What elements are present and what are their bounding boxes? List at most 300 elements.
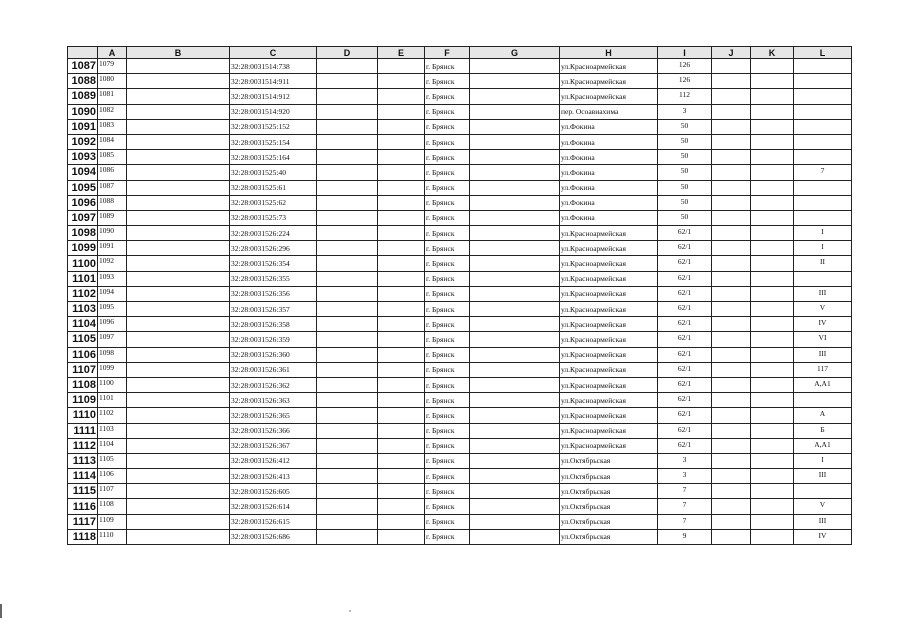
cell-a[interactable]: 1079 <box>98 59 127 74</box>
cell-e[interactable] <box>378 332 425 347</box>
cell-b[interactable] <box>127 74 230 89</box>
cell-a[interactable]: 1091 <box>98 241 127 256</box>
cell-f[interactable]: г. Брянск <box>425 134 470 149</box>
row-number[interactable]: 1101 <box>68 271 98 286</box>
cell-i[interactable]: 50 <box>658 180 712 195</box>
row-number[interactable]: 1107 <box>68 362 98 377</box>
cell-l[interactable]: IV <box>794 529 852 544</box>
cell-k[interactable] <box>751 195 794 210</box>
row-number[interactable]: 1089 <box>68 89 98 104</box>
cell-i[interactable]: 62/1 <box>658 226 712 241</box>
cell-h[interactable]: ул.Красноармейская <box>560 271 658 286</box>
cell-j[interactable] <box>712 377 751 392</box>
cell-l[interactable]: А,А1 <box>794 438 852 453</box>
cell-d[interactable] <box>317 226 378 241</box>
cell-k[interactable] <box>751 180 794 195</box>
cell-f[interactable]: г. Брянск <box>425 180 470 195</box>
cell-h[interactable]: пер. Осоавиахима <box>560 104 658 119</box>
cell-d[interactable] <box>317 514 378 529</box>
cell-c[interactable]: 32:28:0031525:61 <box>230 180 317 195</box>
cell-k[interactable] <box>751 89 794 104</box>
cell-e[interactable] <box>378 286 425 301</box>
cell-l[interactable]: 7 <box>794 165 852 180</box>
column-header[interactable]: I <box>658 47 712 59</box>
cell-d[interactable] <box>317 362 378 377</box>
cell-d[interactable] <box>317 438 378 453</box>
cell-l[interactable]: V <box>794 302 852 317</box>
column-header[interactable]: B <box>127 47 230 59</box>
cell-h[interactable]: ул.Фокина <box>560 165 658 180</box>
cell-d[interactable] <box>317 165 378 180</box>
cell-l[interactable] <box>794 59 852 74</box>
cell-e[interactable] <box>378 89 425 104</box>
cell-g[interactable] <box>470 165 560 180</box>
cell-i[interactable]: 50 <box>658 134 712 149</box>
cell-j[interactable] <box>712 408 751 423</box>
row-number[interactable]: 1093 <box>68 150 98 165</box>
cell-g[interactable] <box>470 210 560 225</box>
cell-b[interactable] <box>127 286 230 301</box>
cell-d[interactable] <box>317 150 378 165</box>
cell-a[interactable]: 1103 <box>98 423 127 438</box>
cell-l[interactable]: I <box>794 226 852 241</box>
cell-l[interactable] <box>794 393 852 408</box>
cell-e[interactable] <box>378 256 425 271</box>
cell-d[interactable] <box>317 377 378 392</box>
cell-b[interactable] <box>127 180 230 195</box>
cell-d[interactable] <box>317 347 378 362</box>
cell-a[interactable]: 1099 <box>98 362 127 377</box>
cell-b[interactable] <box>127 453 230 468</box>
cell-h[interactable]: ул.Красноармейская <box>560 362 658 377</box>
row-number[interactable]: 1090 <box>68 104 98 119</box>
cell-k[interactable] <box>751 256 794 271</box>
cell-c[interactable]: 32:28:0031526:366 <box>230 423 317 438</box>
cell-a[interactable]: 1093 <box>98 271 127 286</box>
cell-k[interactable] <box>751 362 794 377</box>
row-number[interactable]: 1100 <box>68 256 98 271</box>
cell-f[interactable]: г. Брянск <box>425 119 470 134</box>
cell-l[interactable]: Б <box>794 423 852 438</box>
cell-c[interactable]: 32:28:0031526:356 <box>230 286 317 301</box>
cell-l[interactable]: А <box>794 408 852 423</box>
cell-e[interactable] <box>378 210 425 225</box>
cell-e[interactable] <box>378 499 425 514</box>
cell-i[interactable]: 62/1 <box>658 423 712 438</box>
cell-j[interactable] <box>712 453 751 468</box>
cell-d[interactable] <box>317 469 378 484</box>
cell-a[interactable]: 1109 <box>98 514 127 529</box>
column-header[interactable]: J <box>712 47 751 59</box>
cell-d[interactable] <box>317 74 378 89</box>
cell-d[interactable] <box>317 195 378 210</box>
row-number[interactable]: 1112 <box>68 438 98 453</box>
cell-i[interactable]: 3 <box>658 104 712 119</box>
cell-a[interactable]: 1107 <box>98 484 127 499</box>
cell-i[interactable]: 62/1 <box>658 362 712 377</box>
cell-i[interactable]: 3 <box>658 469 712 484</box>
cell-g[interactable] <box>470 256 560 271</box>
cell-c[interactable]: 32:28:0031514:920 <box>230 104 317 119</box>
cell-f[interactable]: г. Брянск <box>425 317 470 332</box>
cell-c[interactable]: 32:28:0031526:365 <box>230 408 317 423</box>
cell-k[interactable] <box>751 393 794 408</box>
cell-h[interactable]: ул.Красноармейская <box>560 317 658 332</box>
cell-k[interactable] <box>751 423 794 438</box>
cell-e[interactable] <box>378 74 425 89</box>
cell-c[interactable]: 32:28:0031526:614 <box>230 499 317 514</box>
cell-e[interactable] <box>378 226 425 241</box>
cell-f[interactable]: г. Брянск <box>425 438 470 453</box>
cell-e[interactable] <box>378 377 425 392</box>
row-number[interactable]: 1105 <box>68 332 98 347</box>
cell-k[interactable] <box>751 514 794 529</box>
cell-j[interactable] <box>712 195 751 210</box>
cell-e[interactable] <box>378 393 425 408</box>
cell-f[interactable]: г. Брянск <box>425 514 470 529</box>
cell-h[interactable]: ул.Красноармейская <box>560 377 658 392</box>
cell-e[interactable] <box>378 514 425 529</box>
cell-g[interactable] <box>470 514 560 529</box>
row-number[interactable]: 1111 <box>68 423 98 438</box>
row-number[interactable]: 1113 <box>68 453 98 468</box>
cell-f[interactable]: г. Брянск <box>425 484 470 499</box>
cell-l[interactable]: IV <box>794 317 852 332</box>
cell-i[interactable]: 126 <box>658 74 712 89</box>
cell-g[interactable] <box>470 59 560 74</box>
cell-i[interactable]: 62/1 <box>658 286 712 301</box>
cell-c[interactable]: 32:28:0031514:738 <box>230 59 317 74</box>
corner-cell[interactable] <box>68 47 98 59</box>
cell-c[interactable]: 32:28:0031526:363 <box>230 393 317 408</box>
cell-j[interactable] <box>712 134 751 149</box>
cell-d[interactable] <box>317 393 378 408</box>
cell-h[interactable]: ул.Октябрьская <box>560 529 658 544</box>
cell-j[interactable] <box>712 347 751 362</box>
cell-i[interactable]: 7 <box>658 484 712 499</box>
cell-a[interactable]: 1090 <box>98 226 127 241</box>
cell-i[interactable]: 62/1 <box>658 377 712 392</box>
cell-c[interactable]: 32:28:0031525:154 <box>230 134 317 149</box>
cell-c[interactable]: 32:28:0031525:152 <box>230 119 317 134</box>
cell-f[interactable]: г. Брянск <box>425 469 470 484</box>
column-header[interactable]: L <box>794 47 852 59</box>
cell-j[interactable] <box>712 256 751 271</box>
cell-l[interactable]: VI <box>794 332 852 347</box>
cell-e[interactable] <box>378 104 425 119</box>
cell-b[interactable] <box>127 134 230 149</box>
cell-l[interactable]: I <box>794 453 852 468</box>
cell-l[interactable]: III <box>794 286 852 301</box>
cell-h[interactable]: ул.Фокина <box>560 134 658 149</box>
cell-f[interactable]: г. Брянск <box>425 165 470 180</box>
cell-f[interactable]: г. Брянск <box>425 377 470 392</box>
cell-k[interactable] <box>751 302 794 317</box>
cell-e[interactable] <box>378 241 425 256</box>
cell-h[interactable]: ул.Красноармейская <box>560 332 658 347</box>
cell-h[interactable]: ул.Красноармейская <box>560 438 658 453</box>
cell-l[interactable] <box>794 104 852 119</box>
cell-a[interactable]: 1080 <box>98 74 127 89</box>
row-number[interactable]: 1094 <box>68 165 98 180</box>
cell-f[interactable]: г. Брянск <box>425 393 470 408</box>
cell-j[interactable] <box>712 271 751 286</box>
cell-d[interactable] <box>317 134 378 149</box>
cell-a[interactable]: 1108 <box>98 499 127 514</box>
cell-k[interactable] <box>751 210 794 225</box>
cell-c[interactable]: 32:28:0031526:358 <box>230 317 317 332</box>
cell-a[interactable]: 1100 <box>98 377 127 392</box>
cell-l[interactable]: А,А1 <box>794 377 852 392</box>
cell-f[interactable]: г. Брянск <box>425 210 470 225</box>
cell-h[interactable]: ул.Красноармейская <box>560 241 658 256</box>
cell-d[interactable] <box>317 89 378 104</box>
cell-b[interactable] <box>127 332 230 347</box>
cell-a[interactable]: 1096 <box>98 317 127 332</box>
cell-h[interactable]: ул.Красноармейская <box>560 423 658 438</box>
cell-a[interactable]: 1094 <box>98 286 127 301</box>
cell-i[interactable]: 62/1 <box>658 438 712 453</box>
cell-c[interactable]: 32:28:0031526:413 <box>230 469 317 484</box>
cell-a[interactable]: 1092 <box>98 256 127 271</box>
cell-i[interactable]: 50 <box>658 119 712 134</box>
cell-j[interactable] <box>712 104 751 119</box>
cell-g[interactable] <box>470 317 560 332</box>
cell-j[interactable] <box>712 286 751 301</box>
cell-j[interactable] <box>712 180 751 195</box>
cell-a[interactable]: 1081 <box>98 89 127 104</box>
cell-h[interactable]: ул.Красноармейская <box>560 408 658 423</box>
cell-f[interactable]: г. Брянск <box>425 241 470 256</box>
row-number[interactable]: 1102 <box>68 286 98 301</box>
cell-j[interactable] <box>712 89 751 104</box>
cell-g[interactable] <box>470 286 560 301</box>
cell-g[interactable] <box>470 362 560 377</box>
cell-b[interactable] <box>127 347 230 362</box>
cell-e[interactable] <box>378 347 425 362</box>
cell-g[interactable] <box>470 74 560 89</box>
cell-g[interactable] <box>470 484 560 499</box>
cell-i[interactable]: 112 <box>658 89 712 104</box>
cell-k[interactable] <box>751 134 794 149</box>
cell-l[interactable] <box>794 180 852 195</box>
column-header[interactable]: D <box>317 47 378 59</box>
cell-j[interactable] <box>712 165 751 180</box>
cell-k[interactable] <box>751 241 794 256</box>
cell-i[interactable]: 3 <box>658 453 712 468</box>
cell-k[interactable] <box>751 347 794 362</box>
row-number[interactable]: 1087 <box>68 59 98 74</box>
row-number[interactable]: 1115 <box>68 484 98 499</box>
cell-g[interactable] <box>470 302 560 317</box>
cell-g[interactable] <box>470 393 560 408</box>
cell-c[interactable]: 32:28:0031514:911 <box>230 74 317 89</box>
cell-h[interactable]: ул.Красноармейская <box>560 286 658 301</box>
cell-e[interactable] <box>378 362 425 377</box>
cell-l[interactable]: 117 <box>794 362 852 377</box>
cell-b[interactable] <box>127 529 230 544</box>
cell-k[interactable] <box>751 438 794 453</box>
cell-i[interactable]: 50 <box>658 150 712 165</box>
cell-e[interactable] <box>378 438 425 453</box>
cell-f[interactable]: г. Брянск <box>425 362 470 377</box>
cell-i[interactable]: 62/1 <box>658 302 712 317</box>
cell-e[interactable] <box>378 423 425 438</box>
cell-a[interactable]: 1104 <box>98 438 127 453</box>
cell-e[interactable] <box>378 453 425 468</box>
cell-i[interactable]: 62/1 <box>658 332 712 347</box>
cell-j[interactable] <box>712 241 751 256</box>
cell-h[interactable]: ул.Красноармейская <box>560 89 658 104</box>
cell-b[interactable] <box>127 423 230 438</box>
cell-g[interactable] <box>470 134 560 149</box>
cell-i[interactable]: 62/1 <box>658 241 712 256</box>
cell-a[interactable]: 1085 <box>98 150 127 165</box>
cell-i[interactable]: 62/1 <box>658 271 712 286</box>
cell-b[interactable] <box>127 119 230 134</box>
cell-a[interactable]: 1089 <box>98 210 127 225</box>
cell-h[interactable]: ул.Красноармейская <box>560 226 658 241</box>
cell-c[interactable]: 32:28:0031514:912 <box>230 89 317 104</box>
row-number[interactable]: 1098 <box>68 226 98 241</box>
cell-l[interactable] <box>794 89 852 104</box>
cell-e[interactable] <box>378 317 425 332</box>
cell-h[interactable]: ул.Октябрьская <box>560 484 658 499</box>
cell-c[interactable]: 32:28:0031525:164 <box>230 150 317 165</box>
row-number[interactable]: 1103 <box>68 302 98 317</box>
cell-l[interactable]: I <box>794 241 852 256</box>
cell-l[interactable] <box>794 210 852 225</box>
cell-c[interactable]: 32:28:0031525:73 <box>230 210 317 225</box>
cell-g[interactable] <box>470 332 560 347</box>
cell-c[interactable]: 32:28:0031526:615 <box>230 514 317 529</box>
cell-k[interactable] <box>751 317 794 332</box>
cell-e[interactable] <box>378 529 425 544</box>
cell-i[interactable]: 50 <box>658 210 712 225</box>
row-number[interactable]: 1110 <box>68 408 98 423</box>
cell-b[interactable] <box>127 377 230 392</box>
cell-c[interactable]: 32:28:0031525:62 <box>230 195 317 210</box>
cell-d[interactable] <box>317 104 378 119</box>
column-header[interactable]: G <box>470 47 560 59</box>
cell-f[interactable]: г. Брянск <box>425 423 470 438</box>
cell-j[interactable] <box>712 332 751 347</box>
cell-i[interactable]: 7 <box>658 499 712 514</box>
cell-d[interactable] <box>317 408 378 423</box>
cell-f[interactable]: г. Брянск <box>425 453 470 468</box>
cell-a[interactable]: 1084 <box>98 134 127 149</box>
cell-k[interactable] <box>751 529 794 544</box>
row-number[interactable]: 1117 <box>68 514 98 529</box>
cell-b[interactable] <box>127 256 230 271</box>
cell-b[interactable] <box>127 210 230 225</box>
row-number[interactable]: 1116 <box>68 499 98 514</box>
cell-g[interactable] <box>470 453 560 468</box>
cell-f[interactable]: г. Брянск <box>425 347 470 362</box>
cell-a[interactable]: 1088 <box>98 195 127 210</box>
cell-c[interactable]: 32:28:0031526:412 <box>230 453 317 468</box>
cell-h[interactable]: ул.Фокина <box>560 195 658 210</box>
cell-h[interactable]: ул.Октябрьская <box>560 514 658 529</box>
cell-h[interactable]: ул.Фокина <box>560 119 658 134</box>
cell-h[interactable]: ул.Красноармейская <box>560 59 658 74</box>
cell-a[interactable]: 1097 <box>98 332 127 347</box>
row-number[interactable]: 1096 <box>68 195 98 210</box>
row-number[interactable]: 1092 <box>68 134 98 149</box>
column-header[interactable]: K <box>751 47 794 59</box>
cell-k[interactable] <box>751 286 794 301</box>
cell-g[interactable] <box>470 226 560 241</box>
cell-b[interactable] <box>127 469 230 484</box>
cell-k[interactable] <box>751 332 794 347</box>
cell-f[interactable]: г. Брянск <box>425 195 470 210</box>
cell-c[interactable]: 32:28:0031525:40 <box>230 165 317 180</box>
row-number[interactable]: 1106 <box>68 347 98 362</box>
cell-i[interactable]: 50 <box>658 195 712 210</box>
cell-k[interactable] <box>751 119 794 134</box>
cell-e[interactable] <box>378 195 425 210</box>
cell-b[interactable] <box>127 241 230 256</box>
cell-j[interactable] <box>712 74 751 89</box>
cell-b[interactable] <box>127 59 230 74</box>
cell-a[interactable]: 1082 <box>98 104 127 119</box>
cell-d[interactable] <box>317 302 378 317</box>
cell-a[interactable]: 1086 <box>98 165 127 180</box>
cell-i[interactable]: 62/1 <box>658 408 712 423</box>
row-number[interactable]: 1108 <box>68 377 98 392</box>
cell-i[interactable]: 62/1 <box>658 317 712 332</box>
cell-i[interactable]: 7 <box>658 514 712 529</box>
cell-a[interactable]: 1105 <box>98 453 127 468</box>
cell-c[interactable]: 32:28:0031526:362 <box>230 377 317 392</box>
cell-l[interactable] <box>794 271 852 286</box>
cell-e[interactable] <box>378 150 425 165</box>
cell-e[interactable] <box>378 484 425 499</box>
cell-j[interactable] <box>712 469 751 484</box>
cell-k[interactable] <box>751 104 794 119</box>
cell-l[interactable]: III <box>794 469 852 484</box>
cell-h[interactable]: ул.Фокина <box>560 180 658 195</box>
cell-k[interactable] <box>751 74 794 89</box>
cell-g[interactable] <box>470 529 560 544</box>
cell-l[interactable]: II <box>794 256 852 271</box>
cell-g[interactable] <box>470 499 560 514</box>
cell-k[interactable] <box>751 499 794 514</box>
cell-h[interactable]: ул.Красноармейская <box>560 74 658 89</box>
cell-l[interactable] <box>794 195 852 210</box>
cell-f[interactable]: г. Брянск <box>425 286 470 301</box>
cell-i[interactable]: 62/1 <box>658 256 712 271</box>
cell-b[interactable] <box>127 89 230 104</box>
cell-b[interactable] <box>127 226 230 241</box>
cell-g[interactable] <box>470 241 560 256</box>
cell-j[interactable] <box>712 210 751 225</box>
cell-b[interactable] <box>127 499 230 514</box>
column-header[interactable]: A <box>98 47 127 59</box>
cell-b[interactable] <box>127 514 230 529</box>
cell-c[interactable]: 32:28:0031526:296 <box>230 241 317 256</box>
cell-b[interactable] <box>127 438 230 453</box>
cell-j[interactable] <box>712 499 751 514</box>
cell-g[interactable] <box>470 89 560 104</box>
cell-l[interactable]: V <box>794 499 852 514</box>
cell-g[interactable] <box>470 150 560 165</box>
cell-j[interactable] <box>712 484 751 499</box>
cell-j[interactable] <box>712 362 751 377</box>
cell-d[interactable] <box>317 317 378 332</box>
cell-e[interactable] <box>378 271 425 286</box>
cell-i[interactable]: 62/1 <box>658 347 712 362</box>
